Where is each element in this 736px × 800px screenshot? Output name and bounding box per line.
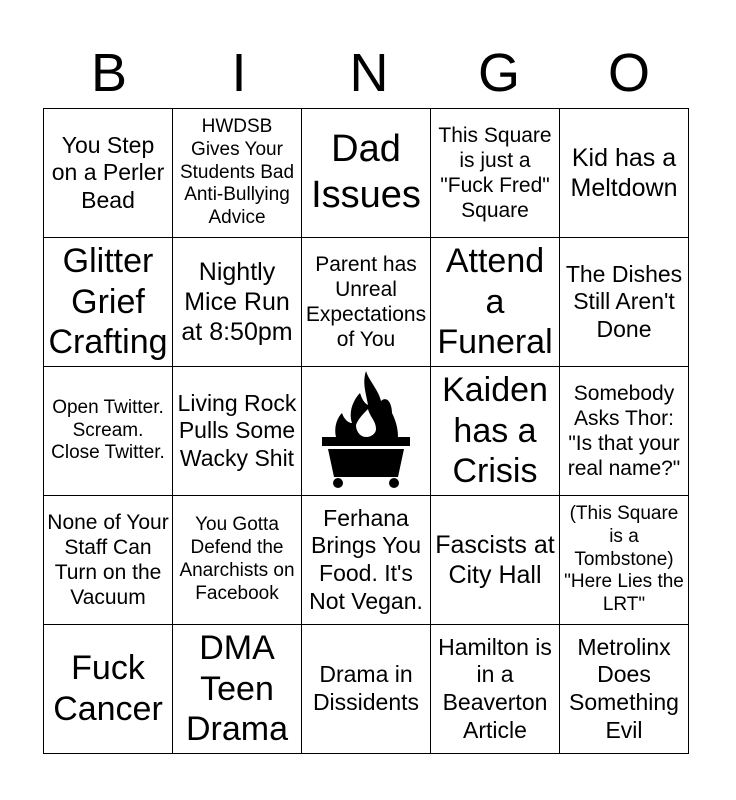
cell-text: The Dishes Still Aren't Done (565, 260, 683, 342)
dumpster-lid (322, 437, 410, 446)
cell-text: This Square is just a "Fuck Fred" Square (438, 123, 552, 223)
cell-text: Parent has Unreal Expectations of You (305, 252, 427, 352)
bingo-cell[interactable] (431, 367, 560, 496)
bingo-cell[interactable] (44, 238, 173, 367)
cell-text: (This Square is a Tombstone) "Here Lies the LRT" (564, 503, 684, 616)
cell-text: Attend a Funeral (437, 241, 553, 362)
cell-text: Fuck Cancer (53, 649, 163, 728)
bingo-row (44, 625, 689, 754)
bingo-cell[interactable] (560, 109, 689, 238)
dumpster-wheel-right (389, 478, 399, 488)
dumpster-wheel-left (333, 478, 343, 488)
bingo-cell[interactable] (173, 238, 302, 367)
bingo-cell[interactable] (44, 496, 173, 625)
cell-text: Drama in Dissidents (312, 661, 420, 715)
bingo-card (43, 108, 689, 754)
cell-text: HWDSB Gives Your Students Bad Anti-Bullying Advice (179, 116, 295, 229)
bingo-row (44, 109, 689, 238)
header-letter-b: B (90, 43, 128, 103)
bingo-row (44, 367, 689, 496)
bingo-row (44, 238, 689, 367)
free-space-cell[interactable] (302, 367, 431, 496)
bingo-cell[interactable] (302, 109, 431, 238)
bingo-cell[interactable] (560, 367, 689, 496)
bingo-cell[interactable] (302, 238, 431, 367)
bingo-cell[interactable] (173, 496, 302, 625)
bingo-cell[interactable] (560, 625, 689, 754)
cell-text: DMA Teen Drama (185, 628, 289, 749)
header-letter-i: I (231, 43, 247, 103)
bingo-cell[interactable] (173, 625, 302, 754)
bingo-cell[interactable] (44, 367, 173, 496)
dumpster-fire-icon (316, 369, 416, 493)
bingo-cell[interactable] (431, 625, 560, 754)
cell-text: You Gotta Defend the Anarchists on Facebook (179, 514, 295, 604)
bingo-cell[interactable] (560, 496, 689, 625)
cell-text: Fascists at City Hall (435, 531, 555, 589)
cell-text: None of Your Staff Can Turn on the Vacuum (47, 510, 169, 610)
fire-flame (335, 371, 398, 437)
bingo-cell[interactable] (431, 496, 560, 625)
bingo-cell[interactable] (431, 238, 560, 367)
cell-text: Open Twitter. Scream. Close Twitter. (51, 396, 165, 464)
cell-text: Dad Issues (311, 128, 421, 216)
bingo-row (44, 496, 689, 625)
cell-text: Ferhana Brings You Food. It's Not Vegan. (309, 504, 423, 614)
bingo-cell[interactable] (302, 496, 431, 625)
bingo-cell[interactable] (44, 109, 173, 238)
header-letter-g: G (477, 43, 520, 103)
bingo-cell[interactable] (302, 625, 431, 754)
cell-text: Somebody Asks Thor: "Is that your real name?" (567, 381, 681, 481)
cell-text: Kaiden has a Crisis (442, 370, 548, 491)
cell-text: Living Rock Pulls Some Wacky Shit (177, 389, 297, 471)
cell-text: Nightly Mice Run at 8:50pm (181, 258, 293, 346)
bingo-header (44, 40, 694, 106)
bingo-cell[interactable] (44, 625, 173, 754)
cell-text: Glitter Grief Crafting (48, 241, 168, 362)
dumpster-body (328, 449, 404, 477)
header-letter-o: O (607, 43, 650, 103)
header-letter-n: N (349, 43, 389, 103)
bingo-cell[interactable] (173, 109, 302, 238)
cell-text: You Step on a Perler Bead (51, 131, 165, 213)
cell-text: Kid has a Meltdown (570, 144, 678, 202)
cell-text: Metrolinx Does Something Evil (569, 633, 679, 743)
cell-text: Hamilton is in a Beaverton Article (438, 633, 552, 743)
bingo-cell[interactable] (173, 367, 302, 496)
bingo-cell[interactable] (431, 109, 560, 238)
bingo-cell[interactable] (560, 238, 689, 367)
